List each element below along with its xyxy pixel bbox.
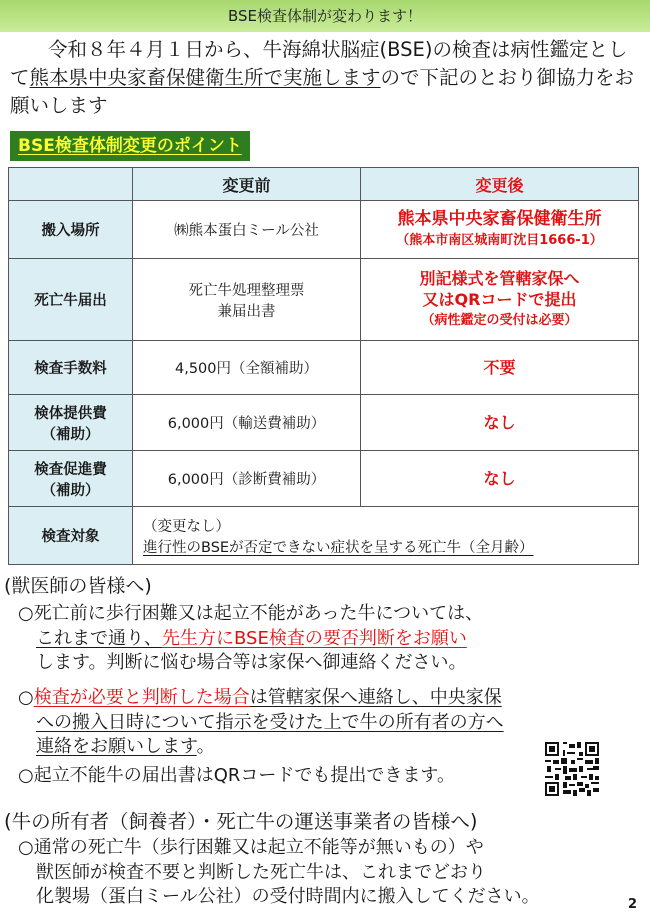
- target-line-underlined: 進行性のBSEが否定できない症状を呈する死亡牛（全月齢）: [143, 539, 534, 556]
- vet-line: [18, 627, 638, 652]
- vet-underlined: これまで通り、: [36, 627, 162, 649]
- owner-heading: (牛の所有者（飼養者）・死亡牛の運送事業者の皆様へ): [4, 810, 478, 833]
- owner-paragraph: [18, 836, 638, 910]
- row-after: なし: [361, 451, 639, 507]
- table-header-row: [9, 168, 639, 201]
- after-line: 別記様式を管轄家保へ: [419, 269, 580, 288]
- banner: BSE検査体制が変わります！: [0, 0, 650, 32]
- row-after: 不要: [361, 341, 639, 395]
- label-line: 検査促進費: [34, 461, 107, 478]
- owner-line: 獣医師が検査不要と判断した死亡牛は、これまでどおり: [36, 861, 486, 883]
- vet-underlined: は管轄家保へ連絡し、中央家保: [249, 687, 502, 708]
- table-row: [9, 507, 639, 565]
- header-empty: [9, 168, 133, 201]
- table-row: [9, 451, 639, 507]
- owner-line: 化製場（蛋白ミール公社）の受付時間内に搬入してください。: [36, 886, 540, 907]
- row-label: 検査対象: [9, 507, 133, 565]
- row-label: [9, 451, 133, 507]
- row-after: [361, 259, 639, 341]
- vet-line: ○死亡前に歩行困難又は起立不能があった牛については、: [18, 603, 484, 624]
- row-before: 6,000円（診断費補助）: [133, 451, 361, 507]
- table-row: [9, 341, 639, 395]
- page-number: 2: [628, 897, 638, 912]
- points-heading: BSE検査体制変更のポイント: [10, 131, 250, 161]
- vet-heading: (獣医師の皆様へ): [4, 575, 152, 597]
- row-target: [133, 507, 639, 565]
- header-after: 変更後: [361, 168, 639, 201]
- intro-text-1: 令和８年４月１日から、牛海綿状脳症(BSE)の検査は病性鑑定として: [10, 38, 628, 89]
- after-main: 熊本県中央家畜保健衛生所: [397, 208, 602, 229]
- bullet: ○: [18, 687, 34, 708]
- change-table: [8, 167, 639, 565]
- before-line: 兼届出書: [217, 303, 276, 320]
- intro-paragraph: [10, 36, 640, 120]
- intro-text-2: ので下記のとおり御協力をお願いします: [10, 66, 635, 117]
- table-row: [9, 395, 639, 451]
- after-note: （病性鑑定の受付は必要）: [421, 313, 578, 328]
- row-label: [9, 395, 133, 451]
- vet-line: [18, 686, 638, 711]
- vet-underlined: 連絡をお願いします: [36, 736, 197, 757]
- vet-text: 。: [196, 736, 215, 757]
- row-before: 6,000円（輸送費補助）: [133, 395, 361, 451]
- before-line: 死亡牛処理整理票: [188, 282, 305, 299]
- label-line: （補助）: [41, 426, 100, 443]
- row-after: なし: [361, 395, 639, 451]
- vet-line: します。判断に悩む場合等は家保へ御連絡ください。: [36, 652, 467, 673]
- owner-line: ○通常の死亡牛（歩行困難又は起立不能等が無いもの）や: [18, 837, 484, 858]
- label-line: 検体提供費: [34, 405, 107, 422]
- intro-underlined: 熊本県中央家畜保健衛生所で実施します: [29, 66, 381, 89]
- row-label: 検査手数料: [9, 341, 133, 395]
- header-before: 変更前: [133, 168, 361, 201]
- after-line: 又はQRコードで提出: [422, 290, 577, 309]
- table-row: [9, 201, 639, 259]
- vet-red-underlined: 先生方にBSE検査の要否判断をお願い: [162, 627, 467, 649]
- row-after: [361, 201, 639, 259]
- row-label: 死亡牛届出: [9, 259, 133, 341]
- vet-line: ○起立不能牛の届出書はQRコードでも提出できます。: [18, 765, 455, 786]
- after-note: （熊本市南区城南町沈目1666-1）: [396, 232, 603, 248]
- row-before: 4,500円（全額補助）: [133, 341, 361, 395]
- label-line: （補助）: [41, 482, 100, 499]
- table-row: [9, 259, 639, 341]
- target-line: （変更なし）: [143, 518, 230, 535]
- vet-line: への搬入日時について指示を受けた上で牛の所有者の方へ: [36, 711, 504, 733]
- qr-code-icon: [545, 742, 599, 796]
- row-label: 搬入場所: [9, 201, 133, 259]
- vet-paragraph-1: [18, 602, 638, 676]
- vet-red-underlined: 検査が必要と判断した場合: [33, 687, 250, 708]
- row-before: [133, 259, 361, 341]
- row-before: ㈱熊本蛋白ミール公社: [133, 201, 361, 259]
